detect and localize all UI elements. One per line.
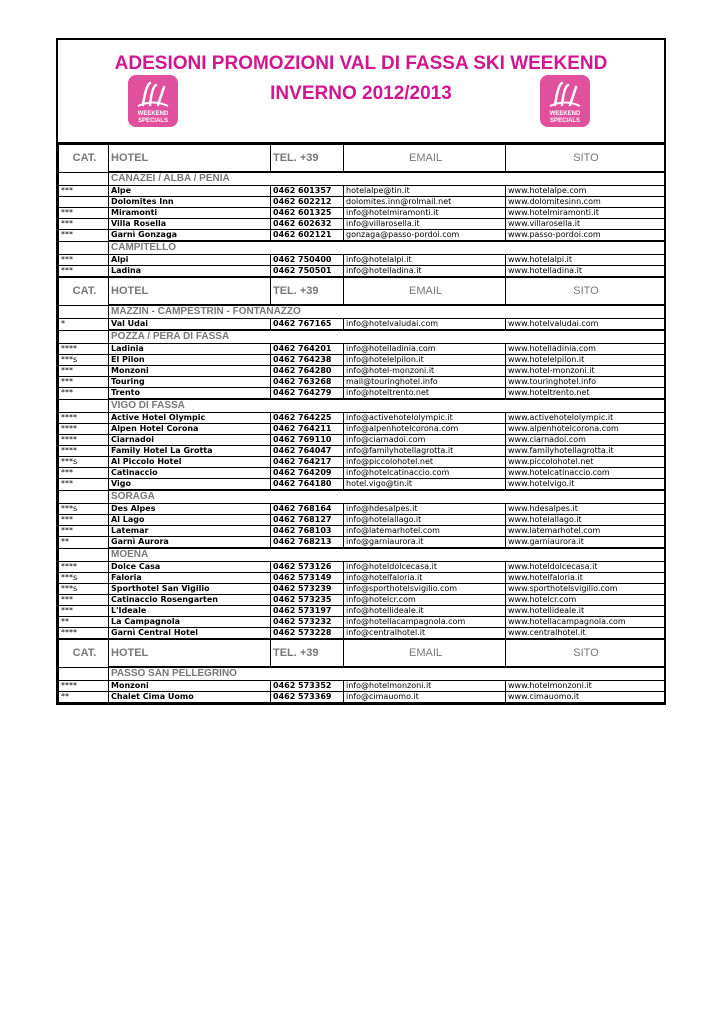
cell-sito: www.hoteltrento.net [506,388,665,400]
zone-row [59,667,665,681]
cell-sito: www.touringhotel.info [506,377,665,388]
zone-cat-cell [59,667,109,681]
cell-hotel: Catinaccio Rosengarten [109,595,271,606]
cell-cat: *** [59,255,109,266]
cell-sito: www.hotelmiramonti.it [506,208,665,219]
weekend-specials-logo [128,75,178,127]
column-header-hotel: HOTEL [109,277,271,305]
table-row [59,219,665,230]
cell-tel: 0462 768213 [271,537,344,549]
cell-tel: 0462 573228 [271,628,344,640]
cell-cat: **** [59,435,109,446]
cell-sito: www.passo-pordoi.com [506,230,665,242]
cell-hotel: Faloria [109,573,271,584]
cell-cat: ***s [59,355,109,366]
cell-tel: 0462 767165 [271,319,344,331]
cell-email: info@sporthotelsvigilio.com [344,584,506,595]
zone-cat-cell [59,241,109,255]
cell-sito: www.alpenhotelcorona.com [506,424,665,435]
cell-sito: www.hotelcatinaccio.com [506,468,665,479]
table-row [59,266,665,278]
cell-hotel: Villa Rosella [109,219,271,230]
cell-cat: *** [59,515,109,526]
cell-email: info@hotelalpi.it [344,255,506,266]
cell-sito: www.familyhotellagrotta.it [506,446,665,457]
cell-sito: www.hotelelpilon.it [506,355,665,366]
cell-tel: 0462 602632 [271,219,344,230]
zone-name: CAMPITELLO [109,241,665,255]
cell-cat: *** [59,208,109,219]
zone-name: SORAGA [109,490,665,504]
table-row [59,537,665,549]
table-row [59,424,665,435]
cell-tel: 0462 602212 [271,197,344,208]
table-row [59,355,665,366]
cell-cat: ** [59,537,109,549]
cell-hotel: Dolomites Inn [109,197,271,208]
cell-tel: 0462 601357 [271,186,344,197]
cell-hotel: Ladinia [109,344,271,355]
cell-cat: ***s [59,504,109,515]
cell-sito: www.cimauomo.it [506,692,665,703]
cell-hotel: Trento [109,388,271,400]
hotel-table [58,143,665,703]
zone-cat-cell [59,548,109,562]
cell-tel: 0462 573352 [271,681,344,692]
cell-cat: **** [59,413,109,424]
cell-sito: www.hotellacampagnola.com [506,617,665,628]
cell-tel: 0462 601325 [271,208,344,219]
weekend-specials-logo [540,75,590,127]
cell-tel: 0462 764280 [271,366,344,377]
table-row [59,681,665,692]
cell-hotel: Garnì Gonzaga [109,230,271,242]
cell-cat: *** [59,388,109,400]
column-header-cat: CAT. [59,144,109,172]
cell-sito: www.hotelvaludai.com [506,319,665,331]
cell-cat: ** [59,692,109,703]
cell-cat: ***s [59,457,109,468]
column-header-hotel: HOTEL [109,639,271,667]
cell-cat: *** [59,468,109,479]
column-header-row [59,277,665,305]
cell-hotel: Al Piccolo Hotel [109,457,271,468]
cell-email: mail@touringhotel.info [344,377,506,388]
zone-row [59,548,665,562]
zone-cat-cell [59,490,109,504]
column-header-tel: TEL. +39 [271,277,344,305]
cell-tel: 0462 764279 [271,388,344,400]
zone-row [59,490,665,504]
cell-hotel: L'Ideale [109,606,271,617]
zone-row [59,241,665,255]
cell-sito: www.piccolohotel.net [506,457,665,468]
table-row [59,446,665,457]
table-row [59,344,665,355]
cell-sito: www.villarosella.it [506,219,665,230]
cell-cat: *** [59,526,109,537]
cell-hotel: Chalet Cima Uomo [109,692,271,703]
cell-hotel: Garnì Aurora [109,537,271,549]
cell-hotel: Al Lago [109,515,271,526]
table-row [59,319,665,331]
cell-hotel: Alpe [109,186,271,197]
logo-text-2: SPECIALS [549,118,581,124]
zone-cat-cell [59,399,109,413]
cell-email: info@ciarnadoi.com [344,435,506,446]
cell-tel: 0462 573235 [271,595,344,606]
cell-tel: 0462 750400 [271,255,344,266]
cell-hotel: Alpi [109,255,271,266]
cell-sito: www.hotelalpi.it [506,255,665,266]
table-row [59,584,665,595]
cell-sito: www.activehotelolympic.it [506,413,665,424]
cell-cat: ***s [59,584,109,595]
cell-email: hotelalpe@tin.it [344,186,506,197]
cell-email: info@familyhotellagrotta.it [344,446,506,457]
cell-sito: www.hotelallago.it [506,515,665,526]
cell-hotel: Family Hotel La Grotta [109,446,271,457]
table-row [59,197,665,208]
cell-email: info@hotelmiramonti.it [344,208,506,219]
cell-hotel: Catinaccio [109,468,271,479]
cell-tel: 0462 764238 [271,355,344,366]
cell-email: info@hotelladina.it [344,266,506,278]
cell-sito: www.garniaurora.it [506,537,665,549]
cell-sito: www.hotelmonzoni.it [506,681,665,692]
table-row [59,208,665,219]
cell-email: info@hotel-monzoni.it [344,366,506,377]
cell-cat: *** [59,377,109,388]
cell-cat: *** [59,479,109,491]
cell-cat: **** [59,344,109,355]
cell-tel: 0462 764211 [271,424,344,435]
cell-hotel: Alpen Hotel Corona [109,424,271,435]
cell-sito: www.hotelfaloria.it [506,573,665,584]
cell-hotel: Latemar [109,526,271,537]
cell-tel: 0462 573239 [271,584,344,595]
cell-cat: ***s [59,573,109,584]
column-header-email: EMAIL [344,277,506,305]
cell-tel: 0462 763268 [271,377,344,388]
cell-email: info@centralhotel.it [344,628,506,640]
zone-name: POZZA / PERA DI FASSA [109,330,665,344]
column-header-cat: CAT. [59,639,109,667]
cell-sito: www.hotelladina.it [506,266,665,278]
cell-hotel: La Campagnola [109,617,271,628]
cell-email: info@alpenhotelcorona.com [344,424,506,435]
table-row [59,186,665,197]
cell-cat: *** [59,266,109,278]
cell-sito: www.hoteldolcecasa.it [506,562,665,573]
cell-tel: 0462 573197 [271,606,344,617]
page-title: ADESIONI PROMOZIONI VAL DI FASSA SKI WEEKEND [114,53,608,74]
cell-tel: 0462 764209 [271,468,344,479]
table-row [59,457,665,468]
table-row [59,617,665,628]
cell-sito: www.sporthotelsvigilio.com [506,584,665,595]
cell-email: info@activehotelolympic.it [344,413,506,424]
cell-sito: www.dolomitesinn.com [506,197,665,208]
table-row [59,595,665,606]
cell-email: info@garniaurora.it [344,537,506,549]
cell-sito: www.hotelcr.com [506,595,665,606]
table-row [59,606,665,617]
cell-email: info@hotelallago.it [344,515,506,526]
cell-tel: 0462 573369 [271,692,344,703]
zone-name: MAZZIN - CAMPESTRIN - FONTANAZZO [109,305,665,319]
cell-tel: 0462 764047 [271,446,344,457]
column-header-email: EMAIL [344,639,506,667]
cell-tel: 0462 768103 [271,526,344,537]
cell-tel: 0462 768164 [271,504,344,515]
table-row [59,377,665,388]
cell-email: info@hotelcatinaccio.com [344,468,506,479]
column-header-tel: TEL. +39 [271,144,344,172]
cell-email: info@latemarhotel.com [344,526,506,537]
cell-sito: www.hotellideale.it [506,606,665,617]
cell-cat: *** [59,606,109,617]
cell-email: info@hotelladinia.com [344,344,506,355]
cell-cat: **** [59,424,109,435]
cell-email: dolomites.inn@rolmail.net [344,197,506,208]
cell-sito: www.hotel-monzoni.it [506,366,665,377]
logo-text-1: WEEKEND [137,111,169,117]
cell-tel: 0462 764217 [271,457,344,468]
cell-email: info@villarosella.it [344,219,506,230]
column-header-email: EMAIL [344,144,506,172]
table-row [59,526,665,537]
column-header-row [59,639,665,667]
column-header-sito: SITO [506,144,665,172]
cell-cat: *** [59,366,109,377]
cell-email: info@hotelcr.com [344,595,506,606]
table-row [59,562,665,573]
zone-cat-cell [59,305,109,319]
cell-email: info@hoteltrento.net [344,388,506,400]
cell-cat: *** [59,186,109,197]
cell-email: info@hotelvaludai.com [344,319,506,331]
column-header-sito: SITO [506,277,665,305]
cell-tel: 0462 750501 [271,266,344,278]
column-header-sito: SITO [506,639,665,667]
cell-sito: www.centralhotel.it [506,628,665,640]
cell-tel: 0462 764201 [271,344,344,355]
cell-email: info@hoteldolcecasa.it [344,562,506,573]
cell-sito: www.hotelladinia.com [506,344,665,355]
cell-email: info@hdesalpes.it [344,504,506,515]
cell-sito: www.hotelvigo.it [506,479,665,491]
cell-tel: 0462 769110 [271,435,344,446]
cell-cat [59,197,109,208]
table-row [59,413,665,424]
cell-email: info@hotellacampagnola.com [344,617,506,628]
cell-cat: *** [59,230,109,242]
zone-name: PASSO SAN PELLEGRINO [109,667,665,681]
cell-hotel: Touring [109,377,271,388]
cell-cat: *** [59,595,109,606]
cell-email: info@piccolohotel.net [344,457,506,468]
cell-sito: www.hdesalpes.it [506,504,665,515]
table-row [59,255,665,266]
cell-email: info@hotelfaloria.it [344,573,506,584]
zone-row [59,305,665,319]
table-row [59,573,665,584]
cell-cat: ** [59,617,109,628]
zone-name: CANAZEI / ALBA / PENIA [109,172,665,186]
column-header-hotel: HOTEL [109,144,271,172]
cell-email: info@cimauomo.it [344,692,506,703]
column-header-row [59,144,665,172]
cell-email: info@hotelelpilon.it [344,355,506,366]
cell-hotel: Active Hotel Olympic [109,413,271,424]
table-row [59,628,665,640]
cell-hotel: Sporthotel San Vigilio [109,584,271,595]
cell-tel: 0462 573126 [271,562,344,573]
page-subtitle: INVERNO 2012/2013 [270,83,452,104]
cell-email: info@hotellideale.it [344,606,506,617]
cell-tel: 0462 764180 [271,479,344,491]
table-row [59,479,665,491]
cell-hotel: Ciarnadoi [109,435,271,446]
table-row [59,435,665,446]
cell-hotel: Val Udai [109,319,271,331]
zone-row [59,330,665,344]
cell-email: gonzaga@passo-pordoi.com [344,230,506,242]
column-header-tel: TEL. +39 [271,639,344,667]
cell-sito: www.hotelalpe.com [506,186,665,197]
zone-name: VIGO DI FASSA [109,399,665,413]
zone-cat-cell [59,330,109,344]
hotel-table-body [59,144,665,703]
cell-hotel: Dolce Casa [109,562,271,573]
cell-cat: **** [59,562,109,573]
table-row [59,366,665,377]
cell-sito: www.ciarnadoi.com [506,435,665,446]
document-sheet [56,38,666,705]
table-row [59,515,665,526]
cell-hotel: El Pilon [109,355,271,366]
zone-row [59,172,665,186]
table-row [59,388,665,400]
title-block [58,40,664,143]
cell-tel: 0462 764225 [271,413,344,424]
cell-email: info@hotelmonzoni.it [344,681,506,692]
cell-cat: **** [59,446,109,457]
cell-tel: 0462 573232 [271,617,344,628]
logo-text-1: WEEKEND [549,111,581,117]
cell-cat: *** [59,219,109,230]
cell-hotel: Ladina [109,266,271,278]
cell-sito: www.latemarhotel.com [506,526,665,537]
cell-cat: **** [59,628,109,640]
cell-cat: **** [59,681,109,692]
table-row [59,230,665,242]
cell-hotel: Miramonti [109,208,271,219]
cell-tel: 0462 573149 [271,573,344,584]
cell-hotel: Garnì Central Hotel [109,628,271,640]
cell-hotel: Vigo [109,479,271,491]
cell-tel: 0462 602121 [271,230,344,242]
zone-name: MOENA [109,548,665,562]
zone-row [59,399,665,413]
table-row [59,692,665,703]
cell-tel: 0462 768127 [271,515,344,526]
table-row [59,468,665,479]
zone-cat-cell [59,172,109,186]
logo-text-2: SPECIALS [137,118,169,124]
cell-cat: * [59,319,109,331]
column-header-cat: CAT. [59,277,109,305]
cell-hotel: Des Alpes [109,504,271,515]
cell-email: hotel.vigo@tin.it [344,479,506,491]
cell-hotel: Monzoni [109,681,271,692]
table-row [59,504,665,515]
cell-hotel: Monzoni [109,366,271,377]
